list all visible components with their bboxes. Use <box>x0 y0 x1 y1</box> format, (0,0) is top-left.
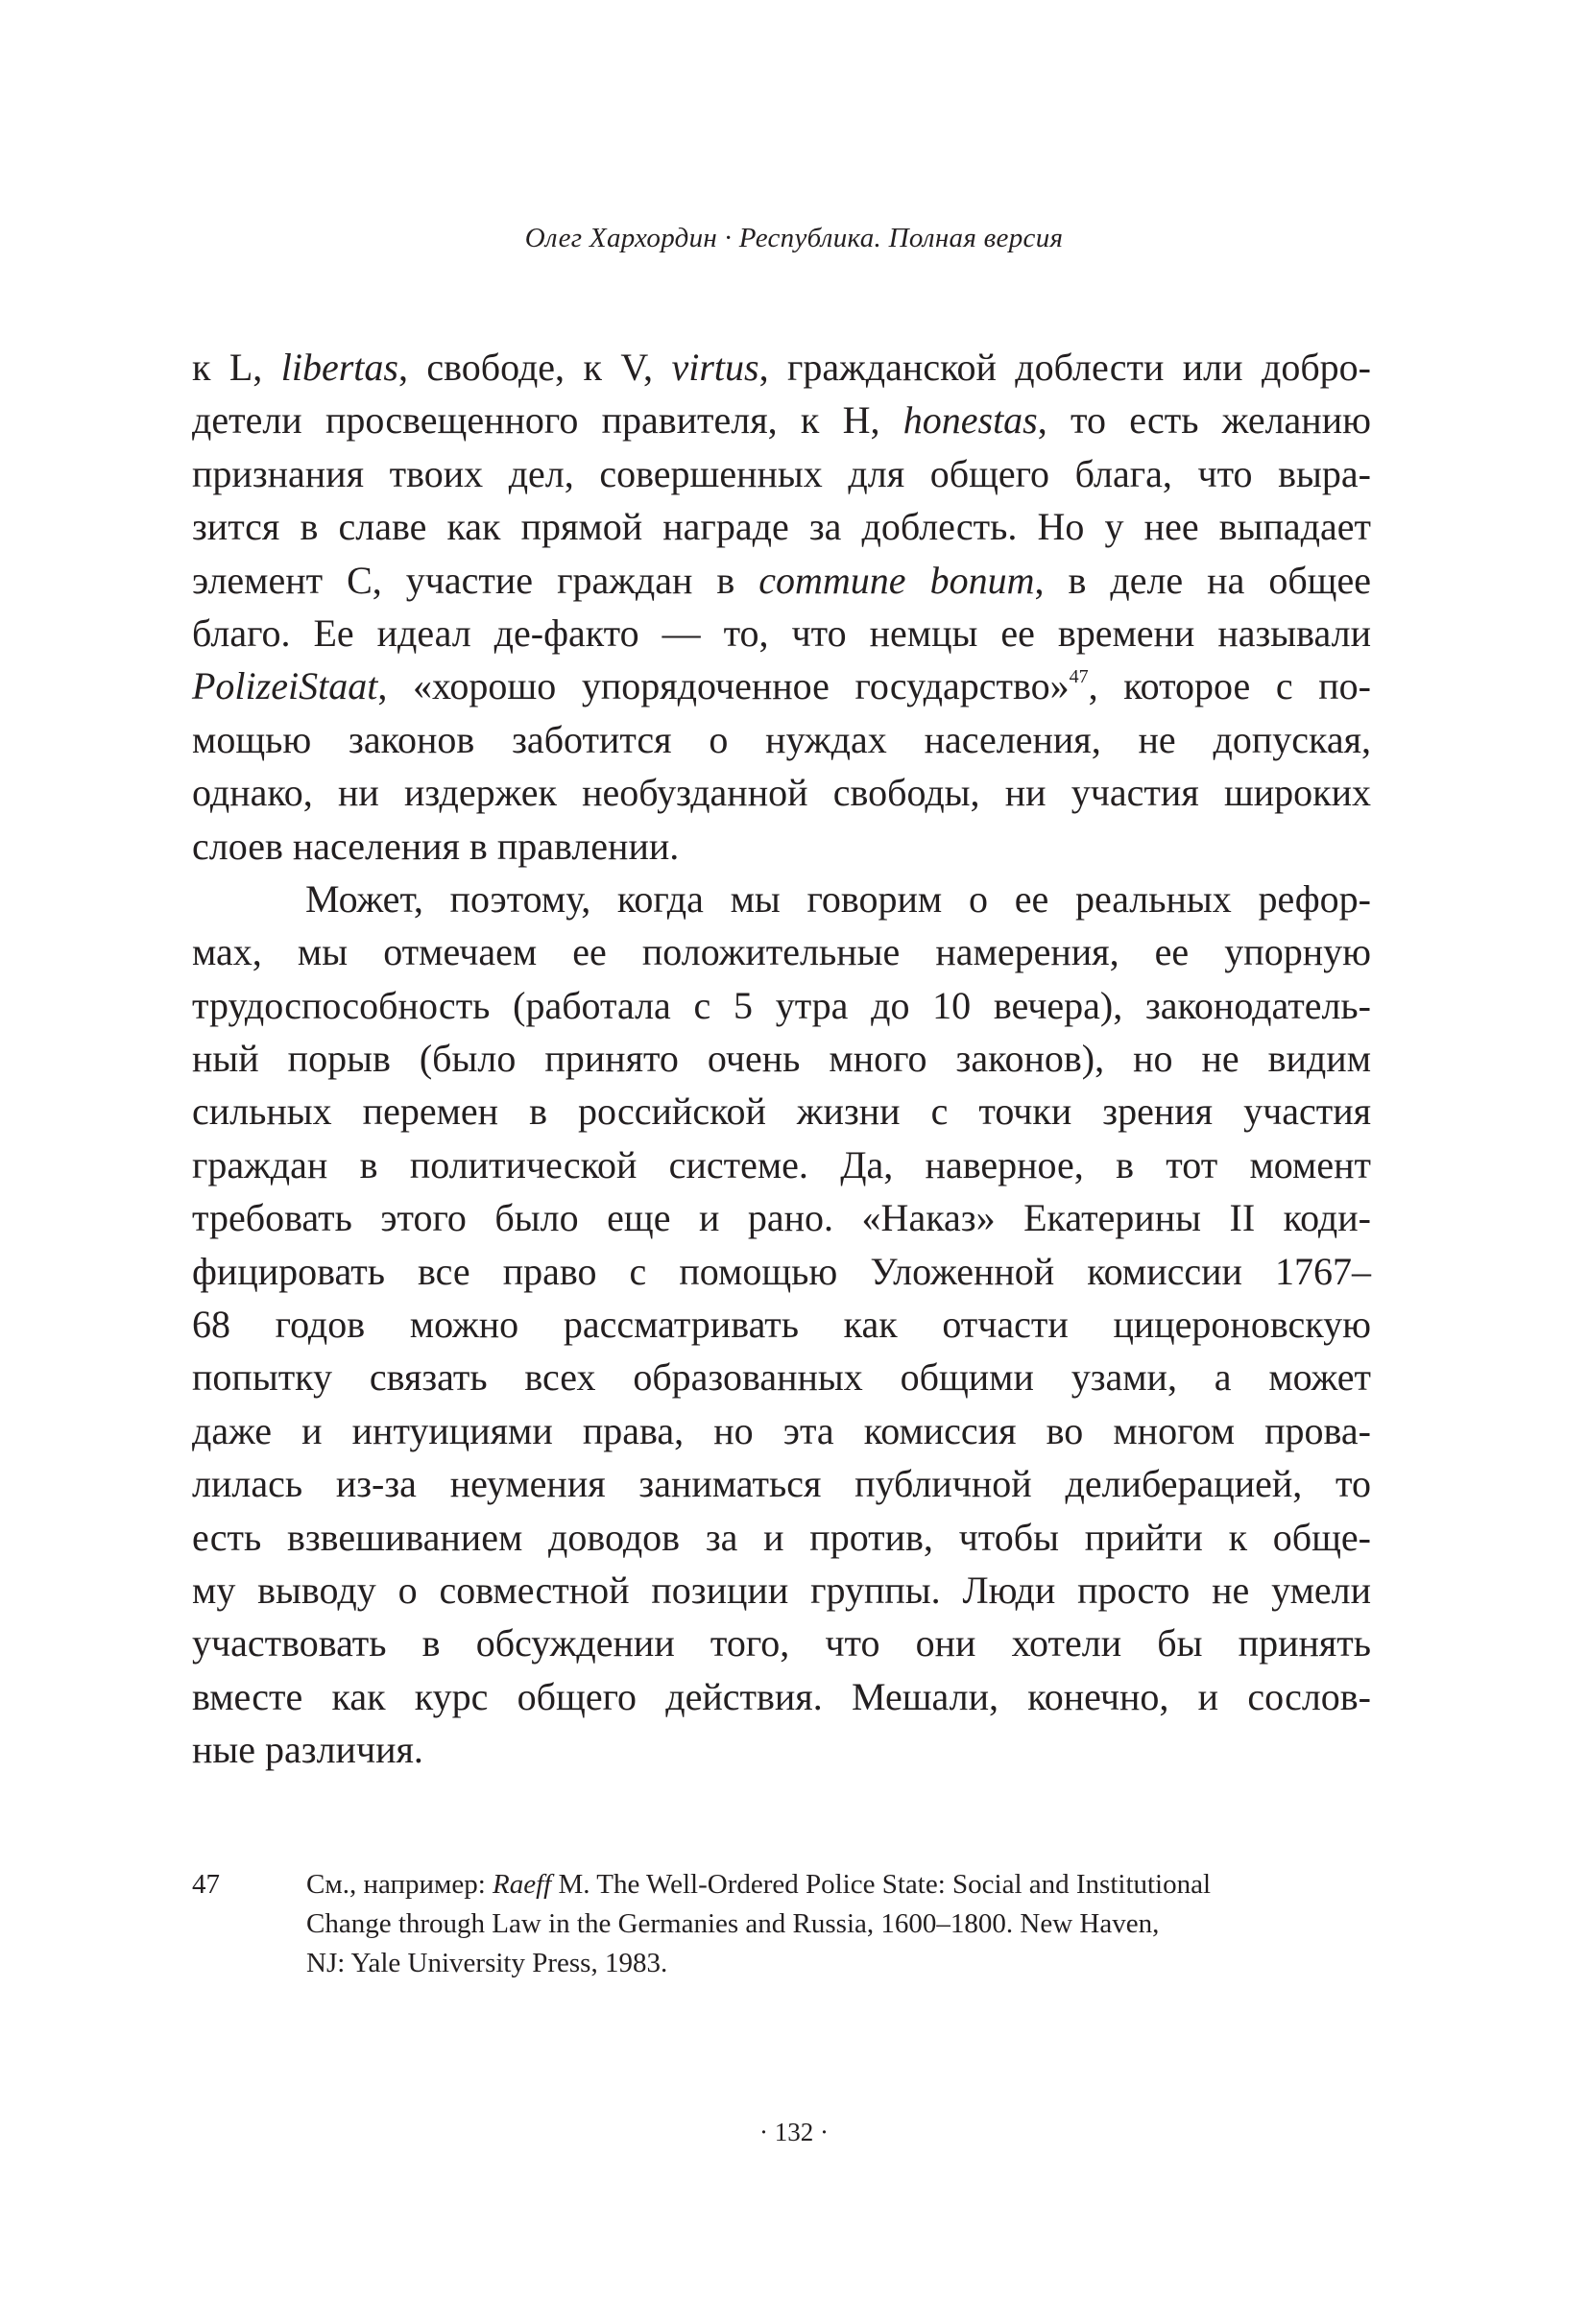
text-line <box>192 1511 1371 1564</box>
text-line <box>192 607 1371 659</box>
text-run: мах, мы отмечаем ее положительные намерения, ее упорную <box>192 930 1371 974</box>
text-run: , гражданской доблести или добро- <box>758 346 1371 389</box>
italic-text: virtus <box>671 346 759 389</box>
footnote-reference[interactable]: 47 <box>1069 666 1089 688</box>
text-run: однако, ни издержек необузданной свободы, ни участия широких <box>192 771 1371 815</box>
text-line <box>192 447 1371 500</box>
text-run: фицировать все право с помощью Уложенной комиссии 1767– <box>192 1249 1371 1293</box>
text-run: , то есть желанию <box>1037 398 1371 443</box>
text-line <box>192 873 1371 925</box>
text-run: детели просвещенного правителя, к H, <box>192 398 903 443</box>
italic-text: honestas <box>902 398 1038 443</box>
text-line <box>192 925 1371 978</box>
text-run: трудоспособность (работала с 5 утра до 10 вечера), законодатель- <box>192 983 1371 1027</box>
footnote <box>192 1865 1383 1983</box>
footnote-line <box>306 1905 1383 1944</box>
italic-text: libertas <box>280 346 398 389</box>
footnote-line <box>306 1944 1383 1983</box>
footnote-number: 47 <box>192 1869 220 1900</box>
text-line <box>192 713 1371 766</box>
text-line <box>192 554 1371 607</box>
text-line <box>192 1351 1371 1403</box>
text-line <box>192 1138 1371 1191</box>
text-line <box>192 1617 1371 1669</box>
text-run: ный порыв (было принято очень много законов), но не видим <box>192 1037 1371 1081</box>
text-run: См., например: <box>306 1869 493 1900</box>
text-run: есть взвешиванием доводов за и против, чтобы прийти к обще- <box>192 1515 1371 1559</box>
text-line <box>192 341 1371 394</box>
text-run: , свободе, к V, <box>397 346 672 389</box>
text-line <box>192 1085 1371 1138</box>
text-line <box>192 1032 1371 1085</box>
text-run: , в деле на общее <box>1034 558 1371 602</box>
text-line <box>192 1723 1371 1776</box>
text-run: мощью законов заботится о нуждах населения, не допуская, <box>192 717 1371 761</box>
paragraph-2 <box>192 873 1371 1777</box>
text-run: сильных перемен в российской жизни с точки зрения участия <box>192 1090 1371 1134</box>
italic-text: Raeff <box>493 1869 552 1900</box>
text-line <box>192 500 1371 553</box>
text-run: к L, <box>192 346 281 389</box>
page-number: · 132 · <box>759 2118 829 2146</box>
text-run: Change through Law in the Germanies and Russia, 1600–1800. New Haven, <box>306 1908 1160 1939</box>
text-line <box>192 1298 1371 1351</box>
text-run: граждан в политической системе. Да, наверное, в тот момент <box>192 1142 1371 1186</box>
text-line <box>192 394 1371 446</box>
italic-text: PolizeiStaat <box>192 664 378 708</box>
text-run: NJ: Yale University Press, 1983. <box>306 1948 668 1978</box>
text-run: попытку связать всех образованных общими узами, а может <box>192 1355 1371 1400</box>
text-run: слоев населения в правлении. <box>192 824 680 868</box>
text-run: участвовать в обсуждении того, что они хотели бы принять <box>192 1621 1371 1665</box>
running-head: Олег Хархордин · Республика. Полная версия <box>524 223 1064 253</box>
text-run: признания твоих дел, совершенных для общего блага, что выра- <box>192 451 1371 495</box>
text-run: благо. Ее идеал де-факто — то, что немцы ее времени называли <box>192 611 1371 655</box>
text-run: лилась из-за неумения заниматься публичной делиберацией, то <box>192 1462 1371 1506</box>
text-run: , «хорошо упорядоченное государство» <box>377 664 1070 708</box>
text-run: элемент C, участие граждан в <box>192 558 759 602</box>
body-text <box>192 341 1371 1777</box>
footnote-text <box>306 1865 1383 1983</box>
text-line <box>192 1457 1371 1510</box>
text-line <box>192 820 1371 873</box>
text-line <box>192 1191 1371 1244</box>
italic-text: commune bonum <box>758 558 1035 602</box>
text-line <box>192 979 1371 1032</box>
text-line <box>192 766 1371 819</box>
text-line <box>192 1670 1371 1723</box>
text-run: ные различия. <box>192 1728 423 1772</box>
paragraph-1 <box>192 341 1371 873</box>
footnote-line <box>306 1865 1383 1905</box>
text-run: зится в славе как прямой награде за доблесть. Но у нее выпадает <box>192 505 1371 549</box>
text-run: требовать этого было еще и рано. «Наказ» Екатерины II коди- <box>192 1196 1371 1240</box>
text-run: , которое с по- <box>1088 664 1371 708</box>
text-run: даже и интуициями права, но эта комиссия во многом прова- <box>192 1408 1371 1452</box>
text-line <box>192 1404 1371 1457</box>
text-run: Может, поэтому, когда мы говорим о ее реальных рефор- <box>305 876 1371 921</box>
text-run: 68 годов можно рассматривать как отчасти цицероновскую <box>192 1303 1371 1347</box>
text-line <box>192 1245 1371 1298</box>
text-run: вместе как курс общего действия. Мешали, конечно, и сослов- <box>192 1674 1371 1718</box>
text-line <box>192 1564 1371 1617</box>
text-run: M. The Well-Ordered Police State: Social and Institutional <box>551 1869 1212 1900</box>
text-line <box>192 659 1371 712</box>
text-run: му выводу о совместной позиции группы. Люди просто не умели <box>192 1568 1371 1612</box>
